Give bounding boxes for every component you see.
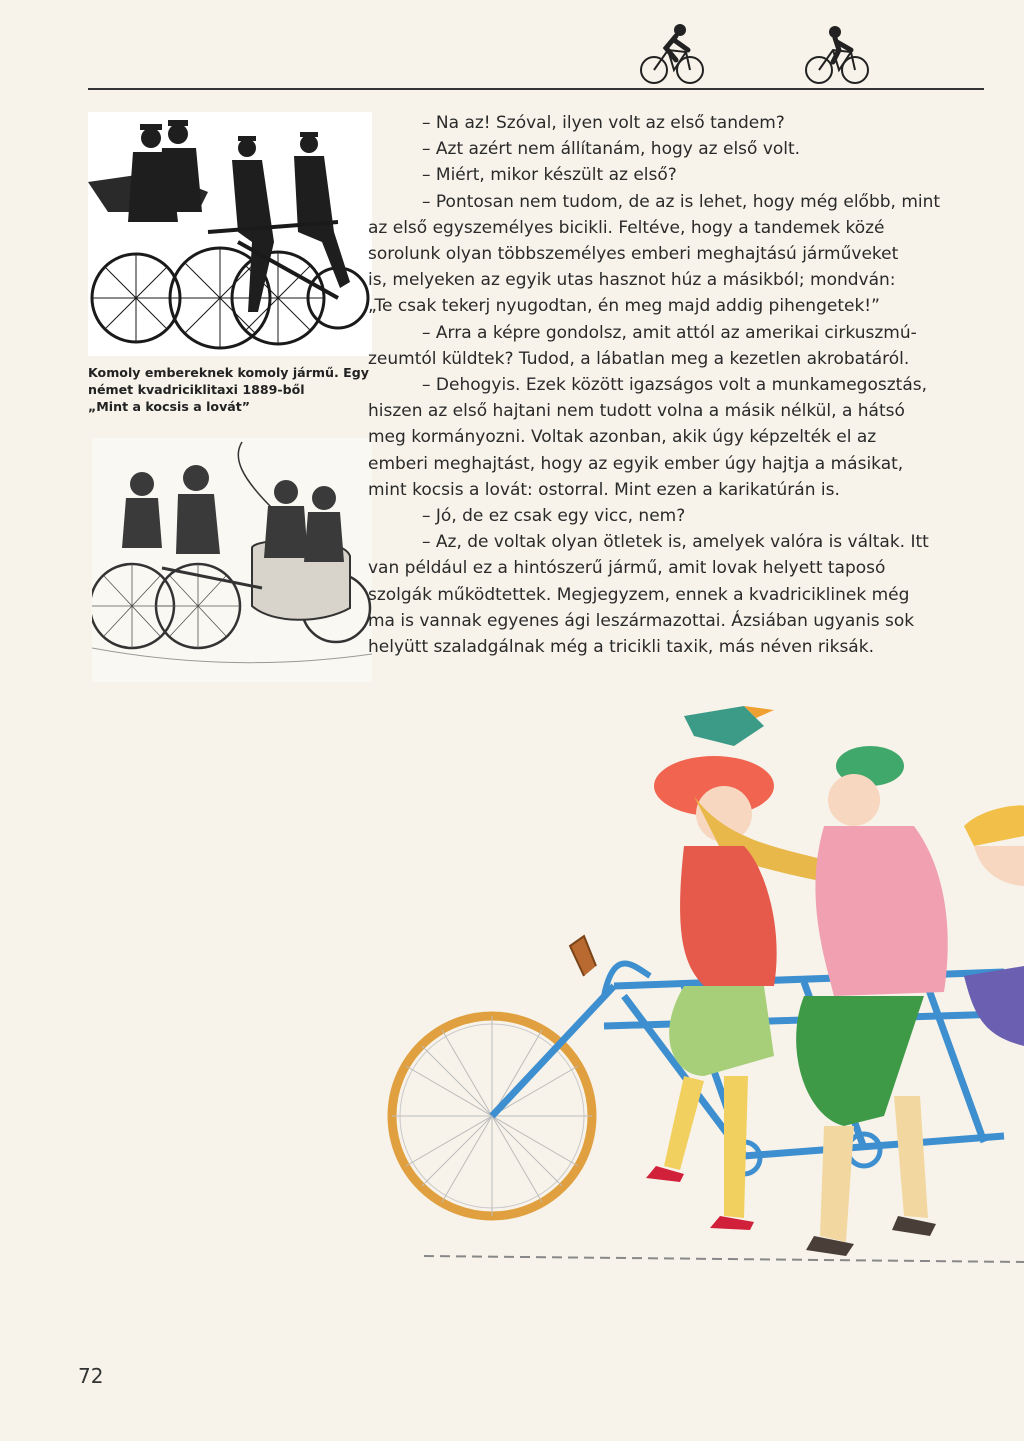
text-line: szolgák működtettek. Megjegyzem, ennek a kvadriciklinek még (368, 584, 910, 605)
text-line: – Pontosan nem tudom, de az is lehet, hogy még előbb, mint (422, 191, 941, 212)
text-line: „Te csak tekerj nyugodtan, én meg majd addig pihengetek!” (368, 296, 880, 317)
text-line: az első egyszemélyes bicikli. Feltéve, hogy a tandemek közé (368, 217, 885, 238)
text-line: zeumtól küldtek? Tudod, a lábatlan meg a kezetlen akrobatáról. (368, 348, 910, 369)
text-line: – Azt azért nem állítanám, hogy az első volt. (422, 139, 801, 160)
text-line: – Arra a képre gondolsz, amit attól az amerikai cirkuszmú- (422, 322, 917, 343)
text-line: is, melyeken az egyik utas hasznot húz a másikból; mondván: (368, 270, 896, 291)
text-line: – Miért, mikor készült az első? (422, 165, 677, 186)
text-line: helyütt szaladgálnak még a tricikli taxik, más néven riksák. (368, 637, 874, 658)
text-line: van például ez a hintószerű jármű, amit lovak helyett taposó (368, 558, 886, 579)
text-line: – Jó, de ez csak egy vicc, nem? (422, 506, 686, 527)
photo-caption (88, 364, 378, 415)
text-line: – Na az! Szóval, ilyen volt az első tandem? (422, 113, 785, 133)
text-line: emberi meghajtást, hogy az egyik ember úgy hajtja a másikat, (368, 453, 904, 474)
caption-line: „Mint a kocsis a lovát” (88, 399, 251, 414)
caricature-engraving (92, 438, 372, 682)
text-line: sorolunk olyan többszemélyes emberi meghajtású járműveket (368, 244, 899, 265)
caption-line: Komoly embereknek komoly jármű. Egy (88, 365, 369, 380)
text-line: mint kocsis a lovát: ostorral. Mint ezen a karikatúrán is. (368, 479, 840, 500)
caption-line: német kvadriciklitaxi 1889-ből (88, 382, 305, 397)
text-line: meg kormányozni. Voltak azonban, akik úgy képzelték el az (368, 427, 877, 448)
header-rule (88, 88, 984, 90)
text-line: hiszen az első hajtani nem tudott volna a másik nélkül, a hátsó (368, 401, 905, 422)
dialogue-text (368, 110, 980, 660)
cyclist-icon (640, 20, 704, 88)
tandem-illustration (384, 696, 1024, 1296)
cyclist-icon (805, 20, 869, 88)
text-line: ma is vannak egyenes ági leszármazottai. Ázsiában ugyanis sok (368, 610, 915, 631)
quadricycle-photo (88, 112, 372, 356)
text-line: – Dehogyis. Ezek között igazságos volt a munkamegosztás, (422, 375, 928, 396)
page-number: 72 (78, 1364, 104, 1388)
text-line: – Az, de voltak olyan ötletek is, amelyek valóra is váltak. Itt (422, 532, 929, 553)
